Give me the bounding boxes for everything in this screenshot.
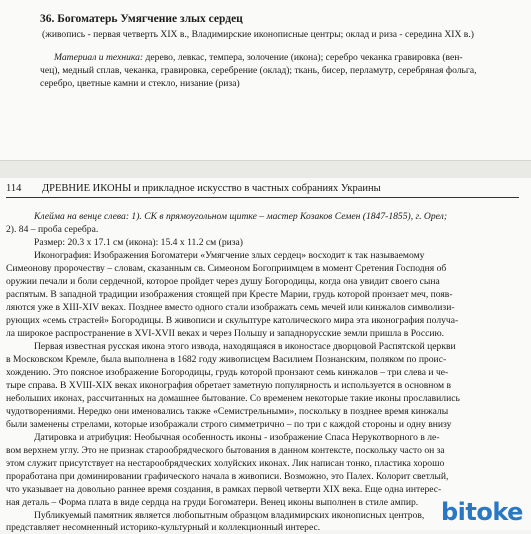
- body-line: оружии печали и боли сердечной, которое пройдет через душу Богородицы, когда она увидит своего сына: [6, 276, 440, 287]
- material-label: Материал и техника:: [54, 52, 144, 63]
- body-line: были заменены стрелами, которые изображали строго симметрично – по три с каждой стороны и одну внизу: [6, 419, 452, 430]
- body-line: ная деталь – Форма плата в виде сердца на груди Богоматери. Венец иконы выполнен в стиле ампир.: [6, 497, 419, 508]
- body-line: чудотворениями. Нередко они именовались также «Семистрельными», поскольку в позднее время кинжалы: [6, 406, 449, 417]
- material-text-1: дерево, левкас, темпера, золочение (икона); серебро чеканка гравировка (вен-: [143, 52, 463, 63]
- body-line: этом служит присутствует на нестарообрядческих холуйских иконах. Лик написан тонко, пластика хорошо: [6, 458, 445, 469]
- size-line: Размер: 20.3 х 17.1 см (икона): 15.4 х 11.2 см (риза): [34, 237, 243, 248]
- catalog-heading: 36. Богоматерь Умягчение злых сердец: [40, 13, 243, 25]
- body-line: Первая известная русская икона этого извода, находящаяся в иконостасе дворцовой Распятской церкви: [34, 341, 456, 352]
- body-line: тыре справа. В XVIII-XIX веках иконография обретает заметную популярность и используется в основном в: [6, 380, 452, 391]
- body-line: вом верхнем углу. Это не признак старообрядческого бытования в данном контексте, поскольку часто он за: [6, 445, 445, 456]
- material-line-3: серебро, цветные камни и стекло, низание (риза): [40, 78, 240, 89]
- page-gutter: [0, 160, 531, 180]
- upper-page: [0, 0, 531, 160]
- running-title: ДРЕВНИЕ ИКОНЫ и прикладное искусство в частных собраниях Украины: [42, 183, 381, 194]
- body-line: Иконография: Изображения Богоматери «Умягчение злых сердец» восходит к так называемому: [34, 250, 425, 261]
- watermark-logo: [441, 497, 527, 527]
- material-line-2: чец), медный сплав, чеканка, гравировка, серебрение (оклад); ткань, бисер, перламутр, серебряная фольга,: [40, 65, 477, 76]
- page-number: 114: [6, 183, 22, 194]
- body-line: рующих «семь страстей» Богородицы. В живописи и скульптуре католического мира эта иконография получа-: [6, 315, 459, 326]
- body-line: небольших иконах, рассчитанных на домашнее бытование. Со временем некоторые такие иконы прославились: [6, 393, 460, 404]
- body-line: хождению. Это поясное изображение Богородицы, грудь которой пронзают семь кинжалов – три слева и че-: [6, 367, 449, 378]
- running-header: [6, 183, 519, 198]
- body-line: проработана при доминировании графического начала в живописи. Возможно, это Палех. Колорит светлый,: [6, 471, 449, 482]
- body-line: что указывает на довольно раннее время создания, в рамках первой четверти XIX века. Еще одна интерес-: [6, 484, 442, 495]
- watermark-text: bitoke: [441, 498, 523, 526]
- body-line: Симеонову пророчеству – словам, сказанным св. Симеоном Богоприимцем в момент Сретения Господня об: [6, 263, 447, 274]
- stamps-line-1: Клейма на венце слева: 1). СК в прямоугольном щитке – мастер Козаков Семен (1847-1855), г. Орел;: [34, 211, 448, 222]
- material-line-1: [54, 52, 463, 64]
- body-line: представляет несомненный историко-культурный и коллекционный интерес.: [6, 522, 321, 533]
- body-line: Датировка и атрибуция: Необычная особенность иконы - изображение Спаса Нерукотворного в ле-: [34, 432, 440, 443]
- stamps-line-2: 2). 84 – проба серебра.: [6, 224, 99, 235]
- body-line: распятым. В западной традиции изображения стоящей при Кресте Марии, грудь которой пронзает меч, появ-: [6, 289, 453, 300]
- catalog-subheading: (живопись - первая четверть XIX в., Владимирские иконописные центры; оклад и риза - середина XIX в.): [42, 29, 474, 40]
- body-line: ла широкое распространение в XVI-XVII веках и через Польшу и западнорусские земли пришла в Россию.: [6, 328, 445, 339]
- body-line: ляются уже в XIII-XIV веках. Позднее вместо одного стали изображать семь мечей или кинжалов символизи-: [6, 302, 455, 313]
- body-line: Публикуемый памятник является любопытным образцом владимирских иконописных центров,: [34, 510, 425, 521]
- body-line: в Московском Кремле, была выполнена в 1682 году живописцем Василием Познанским, поляком по проис-: [6, 354, 447, 365]
